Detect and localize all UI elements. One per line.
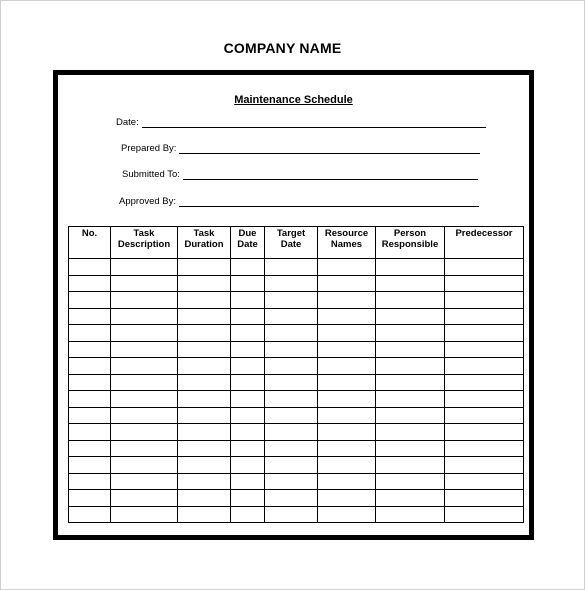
table-cell[interactable] [376,341,445,358]
table-cell[interactable] [445,275,524,292]
table-cell[interactable] [265,457,318,474]
table-cell[interactable] [445,325,524,342]
prepared-by-blank-line[interactable] [179,144,480,154]
table-cell[interactable] [178,308,231,325]
col-header-no: No. [69,227,111,259]
table-row [69,275,524,292]
table-cell[interactable] [69,292,111,309]
table-cell[interactable] [178,374,231,391]
table-cell[interactable] [231,440,265,457]
table-cell[interactable] [69,424,111,441]
table-cell[interactable] [265,374,318,391]
table-cell[interactable] [111,506,178,523]
table-cell[interactable] [231,259,265,276]
table-row [69,473,524,490]
table-cell[interactable] [265,506,318,523]
table-cell[interactable] [69,358,111,375]
submitted-to-label: Submitted To: [122,169,180,180]
table-cell[interactable] [318,325,376,342]
table-cell[interactable] [231,407,265,424]
table-cell[interactable] [178,424,231,441]
table-cell[interactable] [231,473,265,490]
table-cell[interactable] [376,292,445,309]
approved-by-blank-line[interactable] [179,197,479,207]
table-cell[interactable] [231,308,265,325]
table-cell[interactable] [69,490,111,507]
table-cell[interactable] [178,341,231,358]
table-cell[interactable] [376,473,445,490]
table-cell[interactable] [178,473,231,490]
table-row [69,358,524,375]
table-cell[interactable] [318,275,376,292]
table-cell[interactable] [445,358,524,375]
table-cell[interactable] [376,440,445,457]
table-cell[interactable] [265,473,318,490]
table-cell[interactable] [445,473,524,490]
table-cell[interactable] [178,275,231,292]
table-cell[interactable] [111,259,178,276]
table-cell[interactable] [445,341,524,358]
table-cell[interactable] [376,374,445,391]
table-cell[interactable] [231,358,265,375]
prepared-by-label: Prepared By: [121,143,177,154]
table-row [69,457,524,474]
table-cell[interactable] [318,457,376,474]
table-row [69,341,524,358]
table-cell[interactable] [445,407,524,424]
table-cell[interactable] [69,407,111,424]
table-cell[interactable] [231,325,265,342]
table-cell[interactable] [178,325,231,342]
table-cell[interactable] [376,424,445,441]
table-cell[interactable] [318,506,376,523]
table-cell[interactable] [318,374,376,391]
table-cell[interactable] [231,424,265,441]
table-row [69,308,524,325]
table-cell[interactable] [445,292,524,309]
table-cell[interactable] [376,275,445,292]
table-cell[interactable] [376,407,445,424]
table-cell[interactable] [111,424,178,441]
table-cell[interactable] [318,440,376,457]
col-header-task-description: Task Description [111,227,178,259]
table-cell[interactable] [178,490,231,507]
document-title [58,94,529,107]
company-name [0,39,565,57]
table-cell[interactable] [111,440,178,457]
table-cell[interactable] [265,490,318,507]
table-header-row [69,227,524,259]
table-cell[interactable] [69,341,111,358]
table-cell[interactable] [231,457,265,474]
table-cell[interactable] [231,275,265,292]
table-cell[interactable] [445,391,524,408]
table-cell[interactable] [69,374,111,391]
table-cell[interactable] [111,275,178,292]
document-title-text: Maintenance Schedule [234,94,353,106]
col-header-task-duration: Task Duration [178,227,231,259]
table-cell[interactable] [69,325,111,342]
table-cell[interactable] [318,424,376,441]
table-row [69,374,524,391]
table-cell[interactable] [445,424,524,441]
company-name-n: N [299,40,310,56]
table-cell[interactable] [445,506,524,523]
table-cell[interactable] [231,391,265,408]
table-cell[interactable] [376,391,445,408]
approved-by-label: Approved By: [119,196,177,207]
col-header-target-date: Target Date [265,227,318,259]
table-cell[interactable] [178,506,231,523]
table-cell[interactable] [69,259,111,276]
table-cell[interactable] [178,407,231,424]
table-cell[interactable] [178,391,231,408]
table-cell[interactable] [265,424,318,441]
table-cell[interactable] [69,275,111,292]
date-blank-line[interactable] [142,118,486,128]
table-cell[interactable] [178,358,231,375]
date-label: Date: [116,117,139,128]
schedule-frame [53,70,534,540]
schedule-table [68,226,524,523]
table-cell[interactable] [318,308,376,325]
table-row [69,440,524,457]
table-cell[interactable] [445,490,524,507]
table-cell[interactable] [231,292,265,309]
table-cell[interactable] [69,506,111,523]
table-body [69,259,524,523]
table-cell[interactable] [111,473,178,490]
table-cell[interactable] [376,358,445,375]
table-row [69,490,524,507]
col-header-predecessor: Predecessor [445,227,524,259]
table-row [69,259,524,276]
table-cell[interactable] [265,275,318,292]
table-cell[interactable] [318,292,376,309]
date-field [116,117,486,129]
table-cell[interactable] [376,457,445,474]
table-cell[interactable] [265,358,318,375]
table-cell[interactable] [265,325,318,342]
table-cell[interactable] [318,473,376,490]
table-cell[interactable] [265,391,318,408]
table-cell[interactable] [265,407,318,424]
table-row [69,391,524,408]
table-cell[interactable] [111,490,178,507]
table-cell[interactable] [318,407,376,424]
table-cell[interactable] [111,308,178,325]
table-cell[interactable] [111,358,178,375]
table-cell[interactable] [318,259,376,276]
table-cell[interactable] [178,292,231,309]
table-cell[interactable] [111,341,178,358]
company-name-ompany: OMPANY [233,40,300,56]
table-cell[interactable] [231,341,265,358]
table-cell[interactable] [445,457,524,474]
table-cell[interactable] [376,308,445,325]
table-cell[interactable] [178,259,231,276]
table-cell[interactable] [111,391,178,408]
table-cell[interactable] [69,457,111,474]
table-cell[interactable] [376,490,445,507]
col-header-due-date: Due Date [231,227,265,259]
table-row [69,325,524,342]
table-cell[interactable] [178,457,231,474]
table-cell[interactable] [265,292,318,309]
table-cell[interactable] [231,506,265,523]
submitted-to-blank-line[interactable] [183,170,478,180]
table-cell[interactable] [265,440,318,457]
table-cell[interactable] [111,407,178,424]
table-cell[interactable] [376,325,445,342]
table-cell[interactable] [318,341,376,358]
prepared-by-field [121,143,480,155]
approved-by-field [119,196,479,208]
table-cell[interactable] [445,259,524,276]
table-cell[interactable] [445,308,524,325]
table-cell[interactable] [265,341,318,358]
table-row [69,424,524,441]
table-cell[interactable] [111,457,178,474]
table-cell[interactable] [318,391,376,408]
table-cell[interactable] [231,490,265,507]
table-cell[interactable] [265,259,318,276]
company-name-ame: AME [309,40,342,56]
table-cell[interactable] [111,374,178,391]
company-name-c: C [223,40,234,56]
table-cell[interactable] [376,259,445,276]
table-cell[interactable] [178,440,231,457]
col-header-person-responsible: Person Responsible [376,227,445,259]
table-cell[interactable] [318,358,376,375]
table-cell[interactable] [69,473,111,490]
table-cell[interactable] [318,490,376,507]
table-cell[interactable] [231,374,265,391]
table-cell[interactable] [445,374,524,391]
table-cell[interactable] [69,440,111,457]
table-cell[interactable] [445,440,524,457]
col-header-resource-names: Resource Names [318,227,376,259]
table-row [69,506,524,523]
table-cell[interactable] [111,325,178,342]
table-cell[interactable] [69,391,111,408]
table-cell[interactable] [111,292,178,309]
table-cell[interactable] [376,506,445,523]
table-cell[interactable] [265,308,318,325]
table-row [69,407,524,424]
table-cell[interactable] [69,308,111,325]
table-row [69,292,524,309]
submitted-to-field [122,169,478,181]
